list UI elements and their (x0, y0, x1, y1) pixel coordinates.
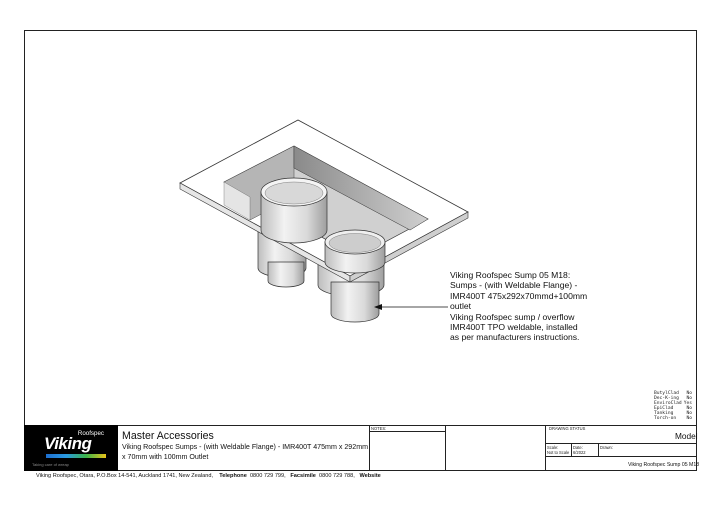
footer-telephone-label: Telephone (219, 473, 247, 479)
sheet-name: Viking Roofspec Sump 05 M18 (628, 462, 700, 468)
scale-label: Scale: (547, 445, 559, 450)
table-row: Tanking No (654, 411, 692, 417)
date-label: Date: (573, 445, 583, 450)
company-footer (36, 473, 381, 479)
footer-address: Viking Roofspec, Otara, P.O.Box 14-541, Auckland 1741, New Zealand, (36, 473, 214, 479)
system-compatibility-table (654, 391, 692, 422)
product-callout (450, 270, 600, 343)
callout-line: Viking Roofspec sump / overflow (450, 311, 575, 322)
footer-website-label: Website (359, 473, 381, 479)
callout-line: IMR400T 475x292x70mmd+100mm (450, 290, 588, 301)
cylinder-left (261, 178, 327, 243)
callout-line: as per manufacturers instructions. (450, 332, 580, 343)
date-value: 6/2022 (573, 450, 586, 455)
callout-line: outlet (450, 301, 472, 312)
drawing-status-value: Model (675, 431, 698, 441)
viking-logo: Roofspec Viking Taking care of wreap (24, 425, 118, 471)
footer-facsimile: 0800 729 788, (319, 473, 355, 479)
callout-line: Viking Roofspec Sump 05 M18: (450, 270, 571, 280)
sheet-title: Master Accessories (122, 430, 214, 442)
callout-leader (374, 304, 448, 310)
footer-telephone: 0800 729 799, (249, 473, 286, 479)
scale-value: Not to Scale (547, 450, 570, 455)
sheet-description: Viking Roofspec Sumps - (with Weldable Flange) - IMR400T 475mm x 292mm x 70mm with 100mm Outlet (122, 443, 369, 462)
notes-label: NOTES: (371, 426, 387, 431)
callout-line: Sumps - (with Weldable Flange) - (450, 280, 578, 291)
table-row: Torch-on No (654, 416, 692, 422)
footer-facsimile-label: Facsimile (290, 473, 316, 479)
logo-swoosh (46, 454, 106, 458)
table-row: EpiClad No (654, 406, 692, 412)
table-row: EnviroClad Yes (654, 401, 692, 407)
cylinder-right (325, 230, 385, 273)
callout-line: IMR400T TPO weldable, installed (450, 322, 578, 333)
drawn-label: Drawn: (600, 445, 613, 450)
drawing-status-label: DRAWING STATUS (549, 426, 586, 431)
table-row: Dec-K-ing No (654, 396, 692, 402)
table-row: ButylClad No (654, 391, 692, 396)
